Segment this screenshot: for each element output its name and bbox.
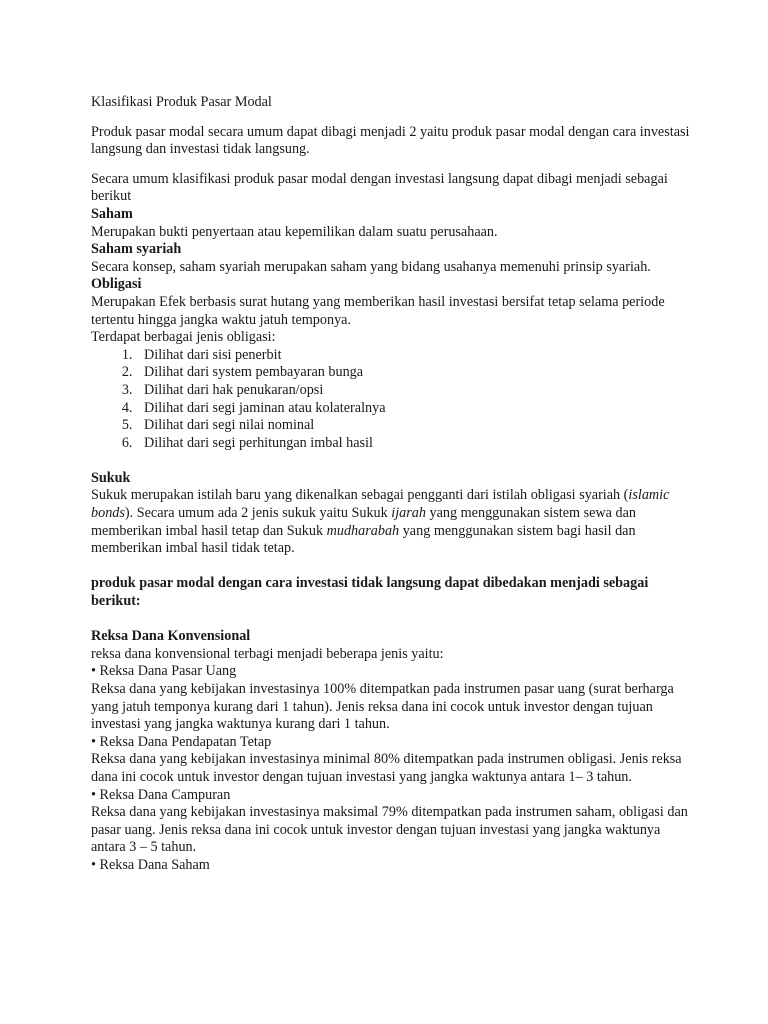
sukuk-term-islamic-bonds: islamic bonds xyxy=(91,487,670,522)
sukuk-heading: Sukuk xyxy=(91,469,131,486)
reksa-dana-type-name: • Reksa Dana Pendapatan Tetap xyxy=(91,734,691,752)
blank-line xyxy=(91,452,691,470)
obligasi-heading: Obligasi xyxy=(91,276,142,293)
list-item: 6. Dilihat dari segi perhitungan imbal hasil xyxy=(136,435,691,453)
saham-syariah-heading: Saham syariah xyxy=(91,241,182,258)
obligasi-types-list xyxy=(91,347,691,453)
reksa-dana-type-name: • Reksa Dana Pasar Uang xyxy=(91,663,691,681)
saham-body: Merupakan bukti penyertaan atau kepemilikan dalam suatu perusahaan. xyxy=(91,223,498,240)
obligasi-list-intro: Terdapat berbagai jenis obligasi: xyxy=(91,329,276,346)
blank-line xyxy=(91,611,691,629)
sukuk-term-mudharabah: mudharabah xyxy=(326,522,400,539)
list-item: 2. Dilihat dari system pembayaran bunga xyxy=(136,364,691,382)
reksa-dana-type-name: • Reksa Dana Saham xyxy=(91,857,691,875)
list-item: 5. Dilihat dari segi nilai nominal xyxy=(136,417,691,435)
document-body xyxy=(91,94,691,875)
direct-investment-intro: Secara umum klasifikasi produk pasar modal dengan investasi langsung dapat dibagi menjadi sebagai berikut xyxy=(91,170,668,205)
list-item: 4. Dilihat dari segi jaminan atau kolateralnya xyxy=(136,400,691,418)
list-item: 3. Dilihat dari hak penukaran/opsi xyxy=(136,382,691,400)
document-title: Klasifikasi Produk Pasar Modal xyxy=(91,94,272,110)
reksa-dana-heading: Reksa Dana Konvensional xyxy=(91,628,251,645)
reksa-dana-type-desc: Reksa dana yang kebijakan investasinya minimal 80% ditempatkan pada instrumen obligasi. Jenis reksa dana ini cocok untuk investor dengan tujuan investasi yang jangka waktunya antara 1– 3 tahun. xyxy=(91,751,682,785)
sukuk-text: Sukuk merupakan istilah baru yang dikenalkan sebagai pengganti dari istilah obligasi syariah ( xyxy=(91,487,629,504)
saham-heading: Saham xyxy=(91,205,133,222)
sukuk-term-ijarah: ijarah xyxy=(391,505,426,522)
reksa-dana-type-desc: Reksa dana yang kebijakan investasinya maksimal 79% ditempatkan pada instrumen saham, obligasi dan pasar uang. Jenis reksa dana ini cocok untuk investor dengan tujuan investasi yang jangka waktunya antara 3 – 5 tahun. xyxy=(91,804,688,856)
blank-line xyxy=(91,558,691,576)
sukuk-body xyxy=(91,487,691,557)
obligasi-body: Merupakan Efek berbasis surat hutang yang memberikan hasil investasi bersifat tetap selama periode tertentu hingga jangka waktu jatuh temponya. xyxy=(91,293,665,328)
sukuk-text: ). Secara umum ada 2 jenis sukuk yaitu Sukuk xyxy=(124,505,392,522)
sukuk-text: yang menggunakan sistem sewa dan memberikan imbal hasil tetap dan Sukuk xyxy=(91,505,636,539)
saham-syariah-body: Secara konsep, saham syariah merupakan saham yang bidang usahanya memenuhi prinsip syariah. xyxy=(91,258,651,275)
list-item: 1. Dilihat dari sisi penerbit xyxy=(136,347,691,365)
reksa-dana-intro: reksa dana konvensional terbagi menjadi beberapa jenis yaitu: xyxy=(91,645,444,662)
indirect-investment-heading: produk pasar modal dengan cara investasi tidak langsung dapat dibedakan menjadi sebagai berikut: xyxy=(91,575,649,610)
intro-paragraph: Produk pasar modal secara umum dapat dibagi menjadi 2 yaitu produk pasar modal dengan cara investasi langsung dan investasi tidak langsung. xyxy=(91,123,690,158)
sukuk-text: yang menggunakan sistem bagi hasil dan memberikan imbal hasil tidak tetap. xyxy=(91,522,636,557)
reksa-dana-type-desc: Reksa dana yang kebijakan investasinya 100% ditempatkan pada instrumen pasar uang (surat berharga yang jatuh temponya kurang dari 1 tahun). Jenis reksa dana ini cocok untuk investor dengan tujuan investasi yang jangka waktunya kurang dari 1 tahun. xyxy=(91,681,674,733)
reksa-dana-type-name: • Reksa Dana Campuran xyxy=(91,787,691,805)
